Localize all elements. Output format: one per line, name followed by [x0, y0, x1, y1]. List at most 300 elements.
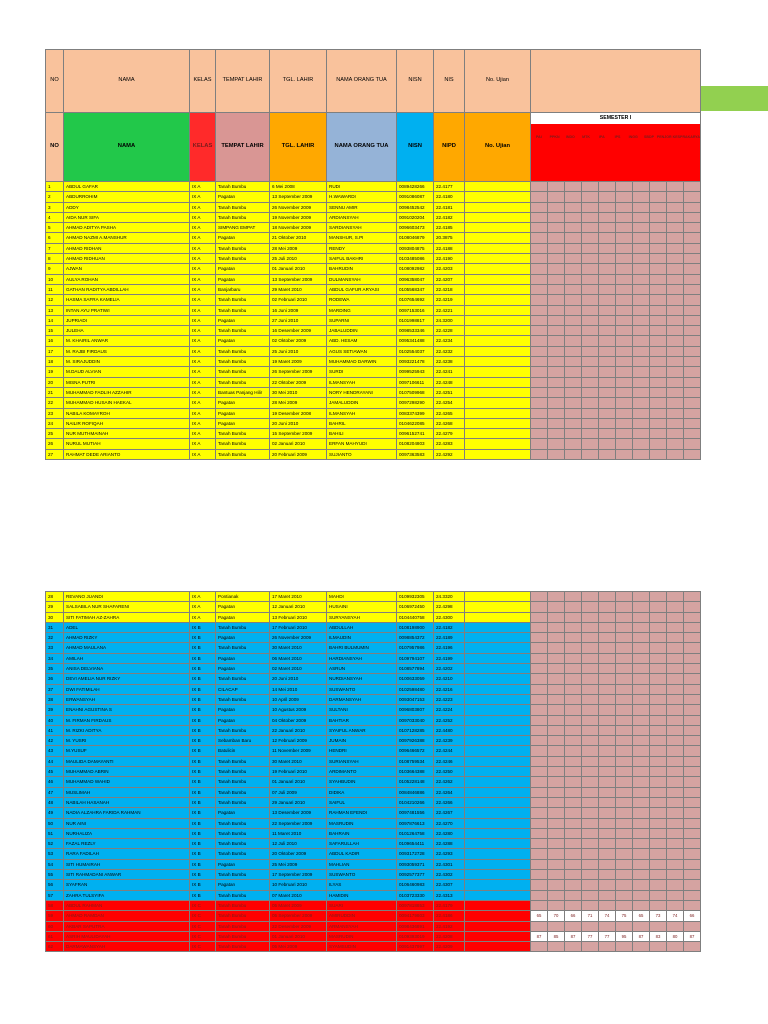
- cell-nisn: 0097363583: [397, 449, 434, 459]
- cell-grade: [667, 715, 684, 725]
- cell-grade: [565, 900, 582, 910]
- cell-grade: [565, 274, 582, 284]
- cell-nama: AMILAH: [64, 653, 190, 663]
- cell-grade: [684, 264, 701, 274]
- cell-grade: [582, 408, 599, 418]
- cell-grade: [582, 202, 599, 212]
- cell-grade: [599, 890, 616, 900]
- cell-grade: [548, 787, 565, 797]
- cell-grade: [599, 756, 616, 766]
- cell-grade: [667, 336, 684, 346]
- cell-nama: JUPRIADI: [64, 315, 190, 325]
- cell-tempat-lahir: Tanah Bumbu: [216, 439, 270, 449]
- cell-grade: [650, 725, 667, 735]
- cell-grade: [684, 725, 701, 735]
- col-no-ujian: No. Ujian: [465, 50, 531, 113]
- cell-tgl-lahir: 29 Januari 2010: [270, 797, 327, 807]
- cell-no: 56: [46, 880, 64, 890]
- cell-nama-ortu: SUSWANTO: [327, 870, 397, 880]
- cell-grade: [531, 777, 548, 787]
- cell-nama: M. SIRAJUDDIN: [64, 357, 190, 367]
- cell-nisn: 0109932305: [397, 592, 434, 602]
- cell-nama: AHMAD NAZMI A.MANSHUR: [64, 233, 190, 243]
- cell-grade: [548, 408, 565, 418]
- table-row: [46, 839, 701, 849]
- cell-no: 29: [46, 602, 64, 612]
- cell-grade: [599, 900, 616, 910]
- cell-tgl-lahir: 19 Februari 2010: [270, 767, 327, 777]
- cell-nama: M. RAJBI FIRDAUS: [64, 346, 190, 356]
- cell-grade: 73: [650, 911, 667, 921]
- cell-kelas: IX B: [190, 849, 216, 859]
- cell-grade: [599, 274, 616, 284]
- cell-grade: 87: [531, 931, 548, 941]
- cell-grade: [548, 367, 565, 377]
- table-row: [46, 439, 701, 449]
- cell-grade: [667, 777, 684, 787]
- cell-kelas: IX B: [190, 777, 216, 787]
- cell-grade: [684, 900, 701, 910]
- cell-grade: [684, 233, 701, 243]
- cell-grade: [531, 921, 548, 931]
- cell-nama-ortu: AGUS SETIAWAN: [327, 346, 397, 356]
- cell-nama: AHMAD MAULANA: [64, 643, 190, 653]
- cell-grade: [667, 223, 684, 233]
- cell-nama: M.YUSUF: [64, 746, 190, 756]
- cell-grade: [531, 870, 548, 880]
- cell-grade: [582, 849, 599, 859]
- cell-grade: [531, 664, 548, 674]
- cell-no: 32: [46, 633, 64, 643]
- cell-nama: M. KHAIRIL ANWAR: [64, 336, 190, 346]
- cell-grade: [582, 284, 599, 294]
- cell-nama-ortu: ASRUN: [327, 664, 397, 674]
- cell-no: 20: [46, 377, 64, 387]
- cell-grade: [633, 592, 650, 602]
- cell-nisn: 0096152741: [397, 429, 434, 439]
- cell-grade: [531, 387, 548, 397]
- cell-kelas: IX A: [190, 202, 216, 212]
- cell-tempat-lahir: Pagatan: [216, 859, 270, 869]
- cell-grade: [599, 694, 616, 704]
- cell-grade: [599, 880, 616, 890]
- cell-grade: [548, 694, 565, 704]
- cell-grade: [616, 705, 633, 715]
- cell-kelas: IX B: [190, 818, 216, 828]
- cell-kelas: IX A: [190, 398, 216, 408]
- cell-kelas: IX B: [190, 839, 216, 849]
- cell-grade: [582, 880, 599, 890]
- cell-nama: AHMAD RIZKY: [64, 633, 190, 643]
- cell-grade: [684, 808, 701, 818]
- cell-grade: [599, 592, 616, 602]
- cell-tempat-lahir: Sebamban Baru: [216, 736, 270, 746]
- cell-grade: [582, 233, 599, 243]
- cell-nisn: 0097033040: [397, 715, 434, 725]
- table-row: [46, 202, 701, 212]
- cell-tempat-lahir: Tanah Bumbu: [216, 828, 270, 838]
- cell-grade: [616, 418, 633, 428]
- cell-nama: ASRIH MAULIDAYAH: [64, 931, 190, 941]
- cell-kelas: IX A: [190, 295, 216, 305]
- cell-grade: [531, 315, 548, 325]
- cell-grade: [650, 622, 667, 632]
- cell-grade: [531, 182, 548, 192]
- cell-nis: 22.4301: [434, 859, 465, 869]
- cell-no-ujian: [465, 797, 531, 807]
- cell-nisn: 0097876613: [397, 818, 434, 828]
- cell-no-ujian: [465, 828, 531, 838]
- cell-grade: [633, 870, 650, 880]
- col-tgl-lahir-main: TGL. LAHIR: [270, 113, 327, 182]
- cell-grade: [667, 418, 684, 428]
- cell-grade: [582, 592, 599, 602]
- cell-no-ujian: [465, 223, 531, 233]
- table-row: [46, 818, 701, 828]
- cell-no: 19: [46, 367, 64, 377]
- cell-no-ujian: [465, 633, 531, 643]
- cell-nis: 22.4234: [434, 336, 465, 346]
- cell-grade: [633, 818, 650, 828]
- table-row: [46, 828, 701, 838]
- cell-kelas: IX B: [190, 674, 216, 684]
- cell-grade: [531, 398, 548, 408]
- cell-nisn: 0108204803: [397, 439, 434, 449]
- cell-grade: [684, 182, 701, 192]
- cell-no-ujian: [465, 408, 531, 418]
- cell-grade: 71: [582, 911, 599, 921]
- cell-nama-ortu: ERFAN MAHYUDI: [327, 439, 397, 449]
- cell-grade: [548, 715, 565, 725]
- cell-kelas: IX A: [190, 449, 216, 459]
- cell-grade: [684, 326, 701, 336]
- cell-grade: [565, 694, 582, 704]
- cell-grade: [684, 592, 701, 602]
- table-row: [46, 346, 701, 356]
- cell-nis: 22.4186: [434, 911, 465, 921]
- cell-grade: [684, 377, 701, 387]
- cell-grade: [633, 643, 650, 653]
- cell-grade: [582, 653, 599, 663]
- cell-no: 45: [46, 767, 64, 777]
- cell-grade: [548, 767, 565, 777]
- cell-grade: [684, 818, 701, 828]
- cell-grade: [548, 870, 565, 880]
- cell-nis: 22.4251: [434, 387, 465, 397]
- cell-tgl-lahir: 20 Oktober 2009: [270, 849, 327, 859]
- cell-no-ujian: [465, 602, 531, 612]
- cell-tempat-lahir: Pagatan: [216, 233, 270, 243]
- cell-tempat-lahir: Pontianak: [216, 592, 270, 602]
- cell-grade: [565, 602, 582, 612]
- cell-grade: [650, 849, 667, 859]
- cell-grade: 66: [684, 911, 701, 921]
- cell-grade: [599, 357, 616, 367]
- cell-grade: [565, 767, 582, 777]
- cell-nama: NURHALIZA: [64, 828, 190, 838]
- cell-grade: [531, 284, 548, 294]
- cell-grade: 65: [531, 911, 548, 921]
- cell-nama: NABILA KOMAYROH: [64, 408, 190, 418]
- cell-nisn: 0093059371: [397, 859, 434, 869]
- cell-nisn: 0096466572: [397, 746, 434, 756]
- cell-grade: [650, 828, 667, 838]
- cell-no-ujian: [465, 900, 531, 910]
- cell-kelas: IX B: [190, 633, 216, 643]
- cell-tgl-lahir: 01 Januari 2010: [270, 777, 327, 787]
- cell-nama-ortu: SYAIFUL ANWAR: [327, 725, 397, 735]
- table-row: [46, 900, 701, 910]
- cell-grade: [633, 849, 650, 859]
- cell-no-ujian: [465, 284, 531, 294]
- table-row: [46, 797, 701, 807]
- cell-nisn: 0107509968: [397, 387, 434, 397]
- cell-nama: MUSLIMAH: [64, 787, 190, 797]
- cell-no: 17: [46, 346, 64, 356]
- cell-tgl-lahir: 02 Februari 2010: [270, 295, 327, 305]
- cell-grade: [667, 818, 684, 828]
- cell-grade: [599, 715, 616, 725]
- cell-nama: ABDURROHIM: [64, 192, 190, 202]
- cell-grade: [650, 243, 667, 253]
- cell-grade: [599, 653, 616, 663]
- cell-nama: FAZAL REZLY: [64, 839, 190, 849]
- cell-grade: [650, 818, 667, 828]
- semester-subject: PRAKARYA: [680, 135, 700, 139]
- cell-grade: [650, 921, 667, 931]
- table-row: [46, 715, 701, 725]
- cell-grade: [565, 921, 582, 931]
- cell-grade: [633, 295, 650, 305]
- cell-grade: [582, 777, 599, 787]
- table-row: [46, 315, 701, 325]
- cell-nisn: 0107128285: [397, 725, 434, 735]
- cell-grade: [667, 449, 684, 459]
- cell-tempat-lahir: Pagatan: [216, 192, 270, 202]
- cell-nis: 22.4313: [434, 890, 465, 900]
- cell-nama: MUHAMMAD HUSAIN HAEKAL: [64, 398, 190, 408]
- cell-nisn: 0106460983: [397, 880, 434, 890]
- cell-tempat-lahir: Tanah Bumbu: [216, 212, 270, 222]
- table-row: [46, 808, 701, 818]
- cell-grade: [650, 398, 667, 408]
- cell-grade: [599, 202, 616, 212]
- cell-no-ujian: [465, 274, 531, 284]
- cell-grade: [565, 684, 582, 694]
- cell-kelas: IX A: [190, 439, 216, 449]
- cell-grade: [565, 890, 582, 900]
- cell-nama-ortu: SUSWANTO: [327, 684, 397, 694]
- cell-kelas: IX B: [190, 787, 216, 797]
- cell-grade: [565, 192, 582, 202]
- table-row: [46, 849, 701, 859]
- cell-tgl-lahir: 30 Maret 2010: [270, 756, 327, 766]
- cell-tgl-lahir: 04 Oktober 2009: [270, 715, 327, 725]
- cell-grade: [531, 643, 548, 653]
- cell-grade: [565, 202, 582, 212]
- cell-tgl-lahir: 12 Juli 2010: [270, 839, 327, 849]
- cell-kelas: IX C: [190, 931, 216, 941]
- cell-grade: [599, 746, 616, 756]
- cell-kelas: IX A: [190, 326, 216, 336]
- cell-nama: RAHMAT DEDE ARIANTO: [64, 449, 190, 459]
- cell-no: 12: [46, 295, 64, 305]
- cell-grade: [565, 182, 582, 192]
- cell-grade: [582, 387, 599, 397]
- cell-nama: NUR AINI: [64, 818, 190, 828]
- semester-header: [531, 113, 701, 182]
- table-row: [46, 756, 701, 766]
- cell-tempat-lahir: Tanah Bumbu: [216, 870, 270, 880]
- cell-no: 30: [46, 612, 64, 622]
- table-row: [46, 911, 701, 921]
- col-tgl-lahir: TGL. LAHIR: [270, 50, 327, 113]
- cell-nama: SITI HUMAIRAH: [64, 859, 190, 869]
- cell-kelas: IX B: [190, 705, 216, 715]
- cell-grade: [582, 890, 599, 900]
- cell-nis: 22.4244: [434, 746, 465, 756]
- cell-kelas: IX B: [190, 643, 216, 653]
- cell-grade: [565, 612, 582, 622]
- table-row: [46, 592, 701, 602]
- cell-no: 52: [46, 839, 64, 849]
- cell-grade: [548, 725, 565, 735]
- cell-grade: [599, 818, 616, 828]
- cell-grade: [548, 202, 565, 212]
- cell-grade: [565, 346, 582, 356]
- cell-grade: [599, 387, 616, 397]
- cell-grade: [684, 849, 701, 859]
- cell-grade: [548, 592, 565, 602]
- cell-grade: [650, 274, 667, 284]
- cell-nisn: 0104210266: [397, 797, 434, 807]
- cell-grade: [650, 254, 667, 264]
- cell-no: 8: [46, 254, 64, 264]
- cell-no-ujian: [465, 808, 531, 818]
- cell-kelas: IX A: [190, 192, 216, 202]
- cell-grade: [667, 182, 684, 192]
- cell-grade: [565, 367, 582, 377]
- cell-kelas: IX B: [190, 725, 216, 735]
- cell-kelas: IX A: [190, 274, 216, 284]
- cell-grade: [633, 326, 650, 336]
- cell-grade: [565, 429, 582, 439]
- cell-no: 55: [46, 870, 64, 880]
- cell-grade: [616, 602, 633, 612]
- cell-grade: [667, 767, 684, 777]
- cell-kelas: IX A: [190, 408, 216, 418]
- cell-grade: [582, 449, 599, 459]
- cell-nama: SITI FATIMAH AZ-ZAHRA: [64, 612, 190, 622]
- table-row: [46, 633, 701, 643]
- cell-grade: [582, 684, 599, 694]
- cell-grade: [633, 223, 650, 233]
- cell-nama: HASMA SAFRA KAMELIA: [64, 295, 190, 305]
- cell-grade: [599, 705, 616, 715]
- cell-tempat-lahir: Pagatan: [216, 336, 270, 346]
- cell-no-ujian: [465, 182, 531, 192]
- cell-grade: [633, 284, 650, 294]
- cell-grade: [633, 305, 650, 315]
- cell-grade: [633, 705, 650, 715]
- cell-grade: [582, 398, 599, 408]
- cell-no-ujian: [465, 315, 531, 325]
- cell-no: 24: [46, 418, 64, 428]
- cell-grade: [531, 212, 548, 222]
- cell-tempat-lahir: Pagatan: [216, 274, 270, 284]
- cell-nis: 20.3875: [434, 233, 465, 243]
- cell-nama-ortu: BAHRI BULMUMIN: [327, 643, 397, 653]
- cell-grade: [684, 243, 701, 253]
- cell-nama-ortu: SUARI: [327, 900, 397, 910]
- cell-nis: 22.4279: [434, 429, 465, 439]
- cell-grade: [548, 736, 565, 746]
- cell-grade: [582, 643, 599, 653]
- cell-no: 48: [46, 797, 64, 807]
- cell-grade: [650, 315, 667, 325]
- cell-nis: 22.4189: [434, 633, 465, 643]
- cell-grade: [616, 828, 633, 838]
- cell-grade: [599, 315, 616, 325]
- cell-nisn: 0091437997: [397, 942, 434, 952]
- cell-grade: [650, 326, 667, 336]
- cell-grade: [565, 715, 582, 725]
- cell-nama-ortu: NORY HENDRAYANI: [327, 387, 397, 397]
- cell-no-ujian: [465, 612, 531, 622]
- col-kelas: KELAS: [190, 50, 216, 113]
- cell-nama-ortu: ABDULLAH: [327, 622, 397, 632]
- cell-grade: [565, 859, 582, 869]
- cell-grade: [582, 694, 599, 704]
- cell-tempat-lahir: Tanah Bumbu: [216, 921, 270, 931]
- cell-nama-ortu: JUMAIN: [327, 736, 397, 746]
- cell-tempat-lahir: Pagatan: [216, 664, 270, 674]
- cell-grade: [650, 808, 667, 818]
- cell-grade: [582, 602, 599, 612]
- cell-grade: [582, 182, 599, 192]
- cell-grade: [616, 398, 633, 408]
- cell-tempat-lahir: Banjarbaru: [216, 284, 270, 294]
- cell-tempat-lahir: Pagatan: [216, 653, 270, 663]
- cell-grade: [650, 346, 667, 356]
- cell-grade: [650, 305, 667, 315]
- table-row: [46, 284, 701, 294]
- cell-tempat-lahir: CILACAP: [216, 684, 270, 694]
- cell-tempat-lahir: Tanah Bumbu: [216, 643, 270, 653]
- cell-grade: [633, 777, 650, 787]
- col-tempat-lahir-main: TEMPAT LAHIR: [216, 113, 270, 182]
- cell-nama: MAULIDA DAMAYANTI: [64, 756, 190, 766]
- cell-grade: [633, 346, 650, 356]
- cell-nama: M. YUSRI: [64, 736, 190, 746]
- cell-tempat-lahir: Tanah Bumbu: [216, 202, 270, 212]
- cell-grade: [684, 295, 701, 305]
- cell-grade: [565, 725, 582, 735]
- cell-grade: [684, 787, 701, 797]
- cell-no-ujian: [465, 622, 531, 632]
- cell-no-ujian: [465, 592, 531, 602]
- cell-nis: 22.4208: [434, 931, 465, 941]
- cell-nama-ortu: AMIRUDDIN: [327, 911, 397, 921]
- cell-kelas: IX B: [190, 715, 216, 725]
- cell-grade: [582, 746, 599, 756]
- cell-grade: [565, 336, 582, 346]
- cell-no: 59: [46, 911, 64, 921]
- cell-nama-ortu: SAFARULLAH: [327, 839, 397, 849]
- cell-tgl-lahir: 05 September 2009: [270, 911, 327, 921]
- cell-grade: [616, 746, 633, 756]
- semester-subject: MTK: [582, 135, 590, 139]
